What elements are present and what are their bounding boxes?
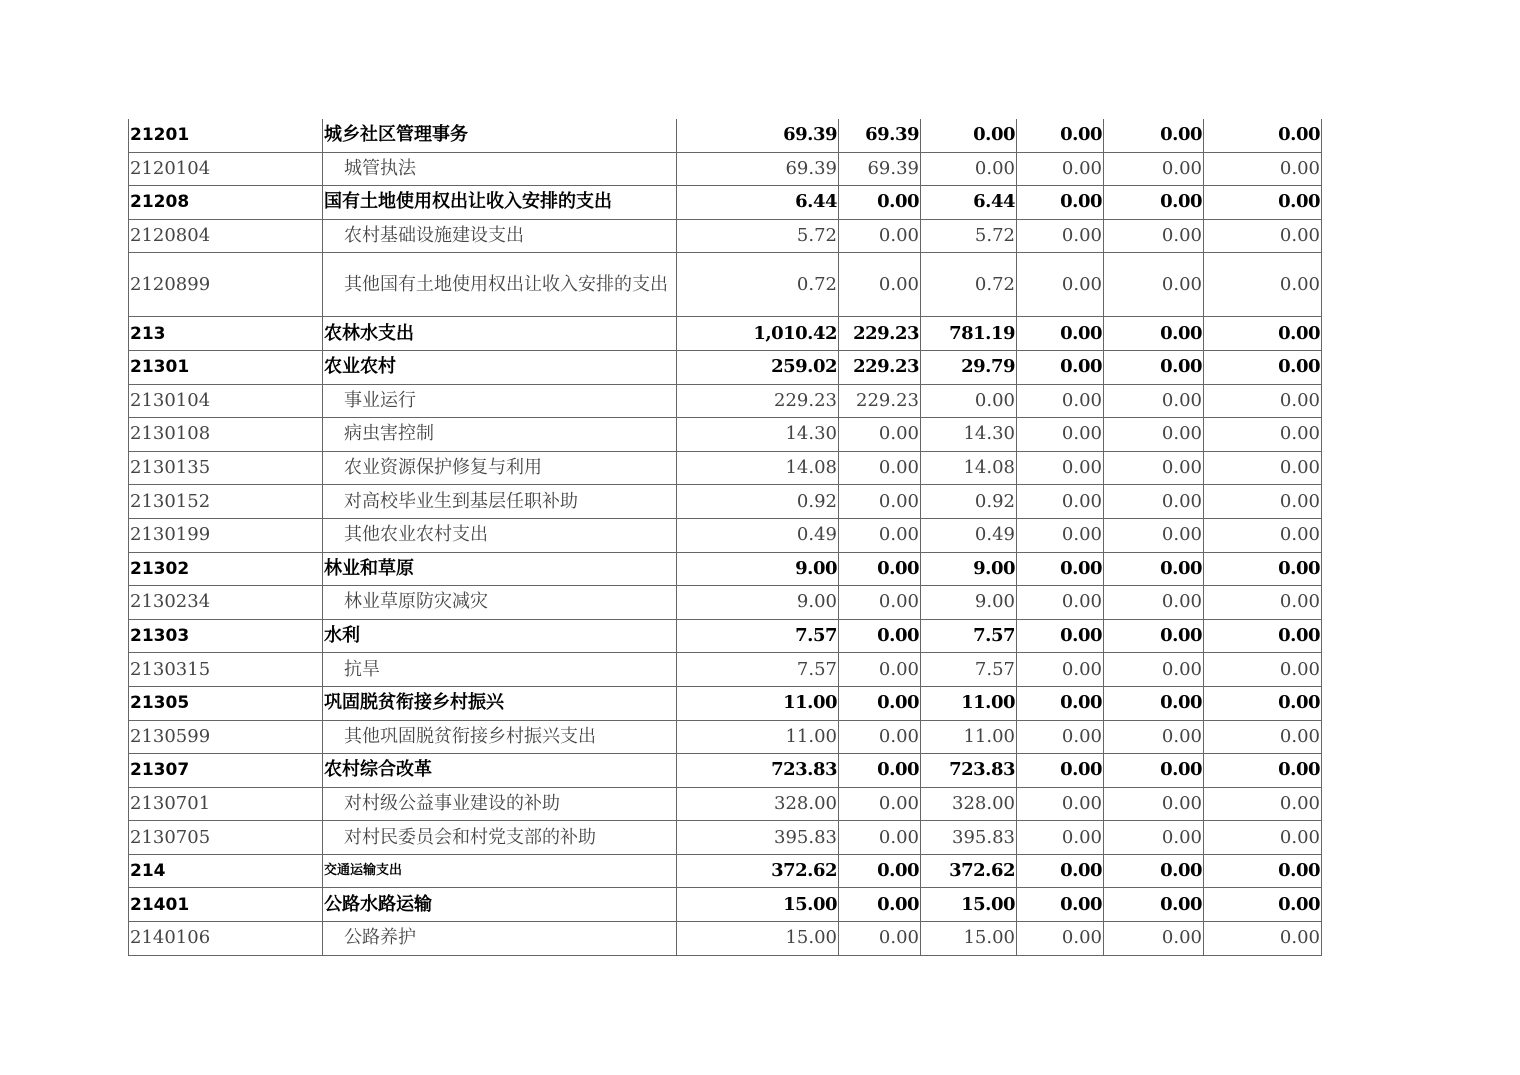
- subject-name-cell: 对高校毕业生到基层任职补助: [323, 485, 677, 519]
- subject-name-cell: 公路水路运输: [323, 888, 677, 922]
- project-expenditure-cell: 14.08: [921, 451, 1017, 485]
- amount-col-4-cell: 0.00: [1017, 219, 1104, 253]
- amount-col-5-cell: 0.00: [1104, 922, 1204, 956]
- subject-code-cell: 21302: [129, 552, 323, 586]
- amount-col-4-cell: 0.00: [1017, 485, 1104, 519]
- amount-col-5-cell: 0.00: [1104, 821, 1204, 855]
- subject-code-cell: 2130234: [129, 586, 323, 620]
- amount-col-4-cell: 0.00: [1017, 720, 1104, 754]
- basic-expenditure-cell: 0.00: [839, 720, 921, 754]
- basic-expenditure-cell: 0.00: [839, 821, 921, 855]
- amount-col-4-cell: 0.00: [1017, 119, 1104, 152]
- amount-col-5-cell: 0.00: [1104, 186, 1204, 220]
- basic-expenditure-cell: 69.39: [839, 152, 921, 186]
- subject-code-cell: 2130705: [129, 821, 323, 855]
- total-amount-cell: 0.49: [677, 518, 839, 552]
- subject-code-cell: 21305: [129, 686, 323, 720]
- amount-col-6-cell: 0.00: [1204, 720, 1322, 754]
- project-expenditure-cell: 29.79: [921, 350, 1017, 384]
- basic-expenditure-cell: 0.00: [839, 219, 921, 253]
- amount-col-5-cell: 0.00: [1104, 384, 1204, 418]
- total-amount-cell: 6.44: [677, 186, 839, 220]
- subject-code-cell: 213: [129, 317, 323, 351]
- project-expenditure-cell: 14.30: [921, 418, 1017, 452]
- table-row: [129, 350, 1322, 384]
- subject-name-cell: 水利: [323, 619, 677, 653]
- total-amount-cell: 14.30: [677, 418, 839, 452]
- basic-expenditure-cell: 0.00: [839, 754, 921, 788]
- amount-col-4-cell: 0.00: [1017, 787, 1104, 821]
- project-expenditure-cell: 9.00: [921, 552, 1017, 586]
- subject-name-cell: 巩固脱贫衔接乡村振兴: [323, 686, 677, 720]
- amount-col-4-cell: 0.00: [1017, 888, 1104, 922]
- amount-col-5-cell: 0.00: [1104, 518, 1204, 552]
- subject-code-cell: 2130199: [129, 518, 323, 552]
- amount-col-6-cell: 0.00: [1204, 854, 1322, 888]
- subject-code-cell: 2130152: [129, 485, 323, 519]
- project-expenditure-cell: 7.57: [921, 653, 1017, 687]
- total-amount-cell: 69.39: [677, 152, 839, 186]
- project-expenditure-cell: 15.00: [921, 922, 1017, 956]
- project-expenditure-cell: 0.92: [921, 485, 1017, 519]
- project-expenditure-cell: 0.00: [921, 119, 1017, 152]
- project-expenditure-cell: 9.00: [921, 586, 1017, 620]
- table-row: [129, 619, 1322, 653]
- amount-col-5-cell: 0.00: [1104, 720, 1204, 754]
- table-row: [129, 485, 1322, 519]
- amount-col-4-cell: 0.00: [1017, 451, 1104, 485]
- project-expenditure-cell: 372.62: [921, 854, 1017, 888]
- basic-expenditure-cell: 0.00: [839, 854, 921, 888]
- table-body: [129, 119, 1322, 955]
- amount-col-6-cell: 0.00: [1204, 888, 1322, 922]
- table-row: [129, 586, 1322, 620]
- amount-col-6-cell: 0.00: [1204, 451, 1322, 485]
- amount-col-5-cell: 0.00: [1104, 451, 1204, 485]
- amount-col-5-cell: 0.00: [1104, 888, 1204, 922]
- basic-expenditure-cell: 0.00: [839, 586, 921, 620]
- amount-col-5-cell: 0.00: [1104, 119, 1204, 152]
- amount-col-5-cell: 0.00: [1104, 485, 1204, 519]
- basic-expenditure-cell: 69.39: [839, 119, 921, 152]
- amount-col-4-cell: 0.00: [1017, 152, 1104, 186]
- subject-code-cell: 2120899: [129, 253, 323, 317]
- total-amount-cell: 69.39: [677, 119, 839, 152]
- project-expenditure-cell: 6.44: [921, 186, 1017, 220]
- subject-name-cell: 对村级公益事业建设的补助: [323, 787, 677, 821]
- project-expenditure-cell: 328.00: [921, 787, 1017, 821]
- total-amount-cell: 328.00: [677, 787, 839, 821]
- project-expenditure-cell: 0.49: [921, 518, 1017, 552]
- amount-col-5-cell: 0.00: [1104, 854, 1204, 888]
- basic-expenditure-cell: 229.23: [839, 350, 921, 384]
- total-amount-cell: 0.72: [677, 253, 839, 317]
- subject-name-cell: 农业资源保护修复与利用: [323, 451, 677, 485]
- subject-name-cell: 事业运行: [323, 384, 677, 418]
- amount-col-4-cell: 0.00: [1017, 418, 1104, 452]
- amount-col-6-cell: 0.00: [1204, 317, 1322, 351]
- total-amount-cell: 9.00: [677, 586, 839, 620]
- amount-col-5-cell: 0.00: [1104, 552, 1204, 586]
- amount-col-6-cell: 0.00: [1204, 418, 1322, 452]
- basic-expenditure-cell: 0.00: [839, 552, 921, 586]
- subject-code-cell: 2120804: [129, 219, 323, 253]
- amount-col-4-cell: 0.00: [1017, 586, 1104, 620]
- table-row: [129, 317, 1322, 351]
- basic-expenditure-cell: 0.00: [839, 253, 921, 317]
- table-row: [129, 653, 1322, 687]
- amount-col-6-cell: 0.00: [1204, 219, 1322, 253]
- basic-expenditure-cell: 0.00: [839, 619, 921, 653]
- amount-col-4-cell: 0.00: [1017, 754, 1104, 788]
- subject-code-cell: 214: [129, 854, 323, 888]
- amount-col-6-cell: 0.00: [1204, 253, 1322, 317]
- amount-col-4-cell: 0.00: [1017, 552, 1104, 586]
- project-expenditure-cell: 11.00: [921, 686, 1017, 720]
- amount-col-5-cell: 0.00: [1104, 350, 1204, 384]
- amount-col-6-cell: 0.00: [1204, 821, 1322, 855]
- table-row: [129, 518, 1322, 552]
- table-row: [129, 186, 1322, 220]
- budget-expenditure-table: [128, 119, 1322, 956]
- basic-expenditure-cell: 0.00: [839, 686, 921, 720]
- total-amount-cell: 11.00: [677, 686, 839, 720]
- basic-expenditure-cell: 0.00: [839, 888, 921, 922]
- subject-name-cell: 病虫害控制: [323, 418, 677, 452]
- basic-expenditure-cell: 229.23: [839, 384, 921, 418]
- amount-col-6-cell: 0.00: [1204, 119, 1322, 152]
- subject-name-cell: 其他巩固脱贫衔接乡村振兴支出: [323, 720, 677, 754]
- amount-col-5-cell: 0.00: [1104, 586, 1204, 620]
- table-row: [129, 720, 1322, 754]
- amount-col-4-cell: 0.00: [1017, 821, 1104, 855]
- basic-expenditure-cell: 229.23: [839, 317, 921, 351]
- subject-code-cell: 2130135: [129, 451, 323, 485]
- table-row: [129, 119, 1322, 152]
- total-amount-cell: 395.83: [677, 821, 839, 855]
- subject-name-cell: 农林水支出: [323, 317, 677, 351]
- total-amount-cell: 723.83: [677, 754, 839, 788]
- amount-col-5-cell: 0.00: [1104, 686, 1204, 720]
- amount-col-6-cell: 0.00: [1204, 754, 1322, 788]
- table-row: [129, 821, 1322, 855]
- total-amount-cell: 5.72: [677, 219, 839, 253]
- project-expenditure-cell: 781.19: [921, 317, 1017, 351]
- table-row: [129, 754, 1322, 788]
- table-row: [129, 552, 1322, 586]
- table-row: [129, 152, 1322, 186]
- subject-name-cell: 交通运输支出: [323, 854, 677, 888]
- project-expenditure-cell: 5.72: [921, 219, 1017, 253]
- basic-expenditure-cell: 0.00: [839, 518, 921, 552]
- total-amount-cell: 229.23: [677, 384, 839, 418]
- subject-code-cell: 2130315: [129, 653, 323, 687]
- subject-code-cell: 21401: [129, 888, 323, 922]
- table-row: [129, 451, 1322, 485]
- subject-name-cell: 公路养护: [323, 922, 677, 956]
- basic-expenditure-cell: 0.00: [839, 451, 921, 485]
- project-expenditure-cell: 15.00: [921, 888, 1017, 922]
- table-row: [129, 787, 1322, 821]
- subject-code-cell: 2140106: [129, 922, 323, 956]
- subject-code-cell: 2120104: [129, 152, 323, 186]
- amount-col-4-cell: 0.00: [1017, 854, 1104, 888]
- project-expenditure-cell: 723.83: [921, 754, 1017, 788]
- project-expenditure-cell: 0.00: [921, 152, 1017, 186]
- total-amount-cell: 9.00: [677, 552, 839, 586]
- total-amount-cell: 0.92: [677, 485, 839, 519]
- subject-code-cell: 2130701: [129, 787, 323, 821]
- table-row: [129, 384, 1322, 418]
- total-amount-cell: 372.62: [677, 854, 839, 888]
- subject-name-cell: 农村综合改革: [323, 754, 677, 788]
- amount-col-6-cell: 0.00: [1204, 922, 1322, 956]
- subject-name-cell: 林业和草原: [323, 552, 677, 586]
- amount-col-4-cell: 0.00: [1017, 653, 1104, 687]
- total-amount-cell: 14.08: [677, 451, 839, 485]
- table-row: [129, 219, 1322, 253]
- amount-col-6-cell: 0.00: [1204, 518, 1322, 552]
- table-row: [129, 418, 1322, 452]
- subject-name-cell: 抗旱: [323, 653, 677, 687]
- total-amount-cell: 1,010.42: [677, 317, 839, 351]
- amount-col-6-cell: 0.00: [1204, 653, 1322, 687]
- project-expenditure-cell: 0.72: [921, 253, 1017, 317]
- total-amount-cell: 7.57: [677, 619, 839, 653]
- amount-col-4-cell: 0.00: [1017, 253, 1104, 317]
- basic-expenditure-cell: 0.00: [839, 787, 921, 821]
- amount-col-4-cell: 0.00: [1017, 518, 1104, 552]
- amount-col-6-cell: 0.00: [1204, 384, 1322, 418]
- table-row: [129, 922, 1322, 956]
- subject-name-cell: 对村民委员会和村党支部的补助: [323, 821, 677, 855]
- amount-col-5-cell: 0.00: [1104, 619, 1204, 653]
- amount-col-4-cell: 0.00: [1017, 686, 1104, 720]
- amount-col-6-cell: 0.00: [1204, 152, 1322, 186]
- basic-expenditure-cell: 0.00: [839, 485, 921, 519]
- total-amount-cell: 259.02: [677, 350, 839, 384]
- project-expenditure-cell: 11.00: [921, 720, 1017, 754]
- project-expenditure-cell: 0.00: [921, 384, 1017, 418]
- subject-name-cell: 国有土地使用权出让收入安排的支出: [323, 186, 677, 220]
- amount-col-4-cell: 0.00: [1017, 619, 1104, 653]
- amount-col-6-cell: 0.00: [1204, 787, 1322, 821]
- amount-col-4-cell: 0.00: [1017, 317, 1104, 351]
- subject-name-cell: 其他国有土地使用权出让收入安排的支出: [323, 253, 677, 317]
- table-row: [129, 888, 1322, 922]
- subject-name-cell: 城乡社区管理事务: [323, 119, 677, 152]
- amount-col-6-cell: 0.00: [1204, 586, 1322, 620]
- subject-name-cell: 林业草原防灾减灾: [323, 586, 677, 620]
- subject-code-cell: 21303: [129, 619, 323, 653]
- subject-code-cell: 21208: [129, 186, 323, 220]
- subject-code-cell: 21301: [129, 350, 323, 384]
- amount-col-4-cell: 0.00: [1017, 186, 1104, 220]
- project-expenditure-cell: 7.57: [921, 619, 1017, 653]
- amount-col-6-cell: 0.00: [1204, 619, 1322, 653]
- subject-code-cell: 2130599: [129, 720, 323, 754]
- amount-col-5-cell: 0.00: [1104, 317, 1204, 351]
- subject-code-cell: 21307: [129, 754, 323, 788]
- table-row: [129, 686, 1322, 720]
- amount-col-5-cell: 0.00: [1104, 253, 1204, 317]
- amount-col-6-cell: 0.00: [1204, 686, 1322, 720]
- amount-col-4-cell: 0.00: [1017, 350, 1104, 384]
- amount-col-6-cell: 0.00: [1204, 350, 1322, 384]
- subject-name-cell: 其他农业农村支出: [323, 518, 677, 552]
- amount-col-4-cell: 0.00: [1017, 922, 1104, 956]
- subject-name-cell: 农村基础设施建设支出: [323, 219, 677, 253]
- total-amount-cell: 7.57: [677, 653, 839, 687]
- amount-col-6-cell: 0.00: [1204, 485, 1322, 519]
- amount-col-5-cell: 0.00: [1104, 787, 1204, 821]
- total-amount-cell: 11.00: [677, 720, 839, 754]
- amount-col-5-cell: 0.00: [1104, 653, 1204, 687]
- subject-code-cell: 2130104: [129, 384, 323, 418]
- table-row: [129, 854, 1322, 888]
- subject-code-cell: 2130108: [129, 418, 323, 452]
- basic-expenditure-cell: 0.00: [839, 922, 921, 956]
- amount-col-4-cell: 0.00: [1017, 384, 1104, 418]
- table-row: [129, 253, 1322, 317]
- project-expenditure-cell: 395.83: [921, 821, 1017, 855]
- subject-name-cell: 城管执法: [323, 152, 677, 186]
- basic-expenditure-cell: 0.00: [839, 418, 921, 452]
- basic-expenditure-cell: 0.00: [839, 653, 921, 687]
- total-amount-cell: 15.00: [677, 888, 839, 922]
- amount-col-5-cell: 0.00: [1104, 418, 1204, 452]
- total-amount-cell: 15.00: [677, 922, 839, 956]
- subject-name-cell: 农业农村: [323, 350, 677, 384]
- amount-col-5-cell: 0.00: [1104, 219, 1204, 253]
- amount-col-6-cell: 0.00: [1204, 552, 1322, 586]
- subject-code-cell: 21201: [129, 119, 323, 152]
- basic-expenditure-cell: 0.00: [839, 186, 921, 220]
- amount-col-6-cell: 0.00: [1204, 186, 1322, 220]
- amount-col-5-cell: 0.00: [1104, 754, 1204, 788]
- amount-col-5-cell: 0.00: [1104, 152, 1204, 186]
